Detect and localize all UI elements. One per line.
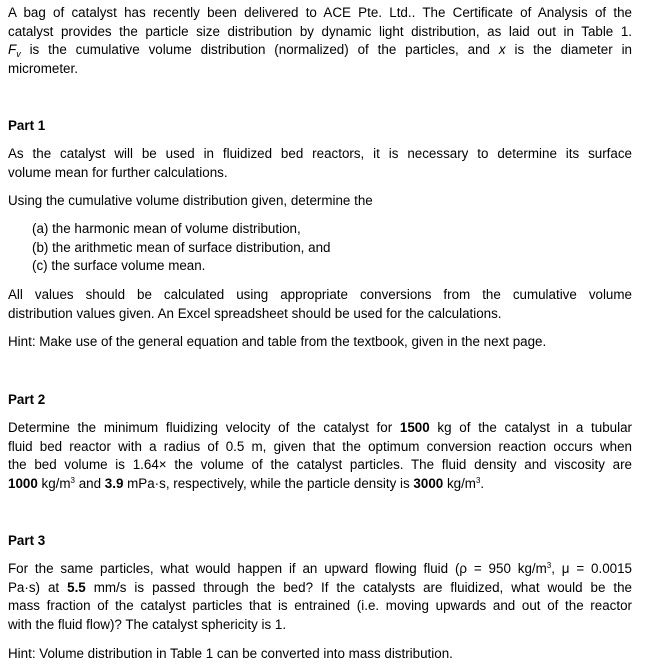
fluid-viscosity: 3.9 [104, 475, 124, 491]
catalyst-mass: 1500 [399, 420, 430, 435]
part2-paragraph [8, 419, 632, 493]
part3-line-1: For the same particles, what would happen if an upward flowing fluid (ρ = 950 $kg/m^3$, μ = 0.0015 [8, 561, 632, 576]
list-item: (a) the harmonic mean of volume distribution, [32, 221, 301, 236]
particle-density: 3000 [413, 475, 444, 491]
intro-paragraph [8, 4, 632, 78]
fluid-density: 1000 [8, 475, 38, 491]
part2-line-3: the bed volume is 1.64× the volume of the catalyst particles. The fluid density and viscosity are [8, 457, 632, 472]
part1-paragraph-3 [8, 286, 632, 323]
list-item: (c) the surface volume mean. [32, 258, 206, 273]
part2-line-2: fluid bed reactor with a radius of 0.5 m, given that the optimum conversion reaction occurs when [8, 438, 632, 454]
fv-subscript: v [16, 49, 21, 59]
part1-paragraph-1 [8, 145, 632, 182]
part1-p3-line-1: All values should be calculated using appropriate conversions from the cumulative volume [8, 287, 632, 302]
part2-line-1: Determine the minimum fluidizing velocity of the catalyst for 1500 kg of the catalyst in a tubular [8, 420, 632, 435]
part1-hint: Hint: Make use of the general equation and table from the textbook, given in the next page. [8, 334, 547, 349]
intro-line-4: micrometer. [8, 60, 78, 76]
part3-line-4: with the fluid flow)? The catalyst sphericity is 1. [8, 616, 287, 632]
part3-line-3: mass fraction of the catalyst particles that is entrained (i.e. moving upwards and out of the reactor [8, 598, 632, 613]
fv-symbol: F [8, 42, 17, 57]
x-symbol: x [498, 42, 506, 57]
part2-line-4: 1000 $kg/m^3$ and 3.9 mPa·s, respectively, while the particle density is 3000 $kg/m^3$. [8, 475, 485, 491]
fluid-velocity: 5.5 [67, 579, 86, 595]
part3-line-2: Pa·s) at 5.5 mm/s is passed through the bed? If the catalysts are fluidized, what would be the [8, 579, 632, 595]
part1-task-list [32, 220, 632, 276]
part3-hint: Hint: Volume distribution in Table 1 can be converted into mass distribution. [8, 646, 453, 661]
part3-heading: Part 3 [8, 533, 46, 548]
part1-heading: Part 1 [8, 118, 46, 133]
intro-line-1: A bag of catalyst has recently been delivered to ACE Pte. Ltd.. The Certificate of Analysis of the [8, 5, 632, 20]
part1-p1-line-2: volume mean for further calculations. [8, 164, 228, 180]
intro-line-2: catalyst provides the particle size distribution by dynamic light distribution, as laid out in Table 1. [8, 23, 632, 39]
part1-paragraph-2: Using the cumulative volume distribution given, determine the [8, 193, 373, 208]
list-item: (b) the arithmetic mean of surface distribution, and [32, 239, 331, 255]
part3-paragraph [8, 560, 632, 634]
part1-p3-line-2: distribution values given. An Excel spreadsheet should be used for the calculations. [8, 305, 502, 321]
part2-heading: Part 2 [8, 392, 46, 407]
part1-p1-line-1: As the catalyst will be used in fluidized bed reactors, it is necessary to determine its surface [8, 146, 632, 161]
intro-line-3: $F_v$ is the cumulative volume distribution (normalized) of the particles, and x is the diameter in [8, 42, 633, 59]
